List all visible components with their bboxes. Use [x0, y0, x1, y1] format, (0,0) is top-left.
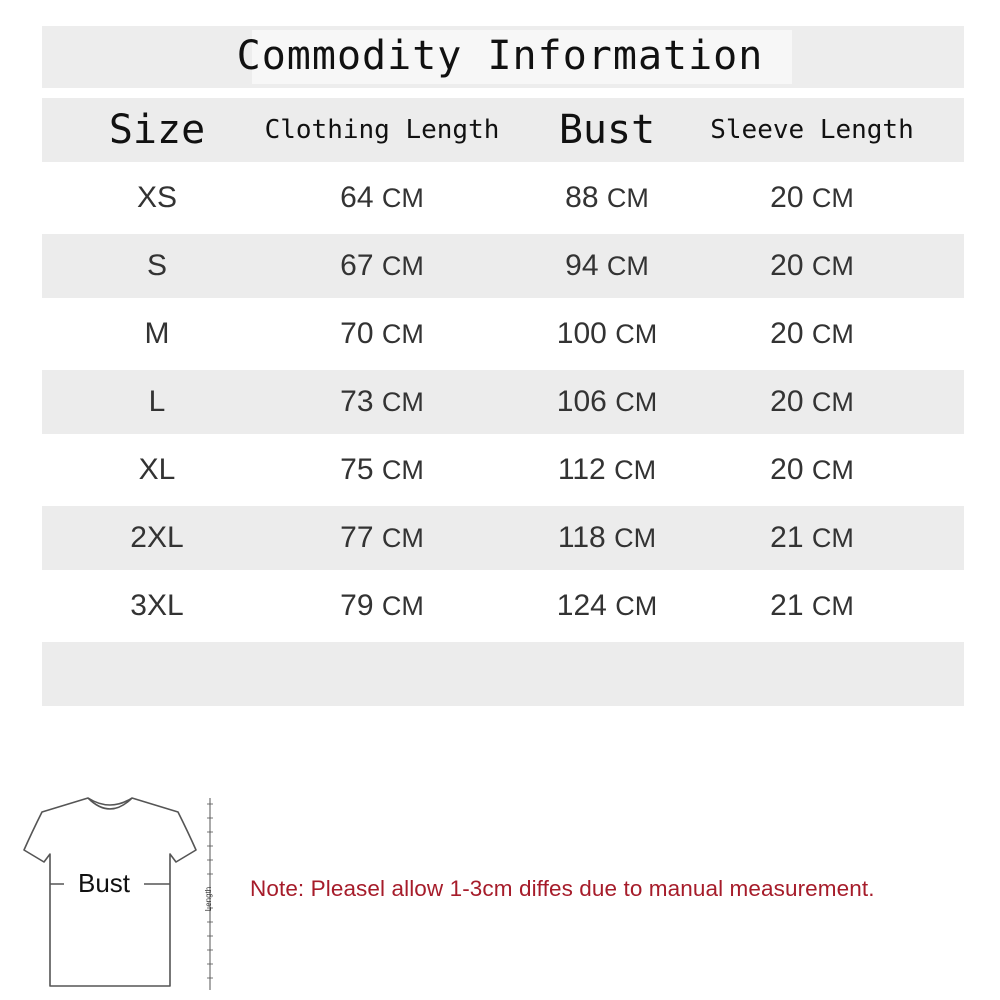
- bust-cell: 94 CM: [565, 249, 649, 282]
- bust-cell: 88 CM: [565, 181, 649, 214]
- bust-cell: 106 CM: [556, 385, 658, 418]
- sleeve-cell: 20 CM: [770, 317, 854, 350]
- sleeve-cell: 21 CM: [770, 589, 854, 622]
- length-cell: 79 CM: [340, 589, 424, 622]
- measurement-note: Note: Pleasel allow 1-3cm diffes due to manual measurement.: [250, 876, 875, 901]
- table-row: [42, 438, 964, 502]
- header-bust: Bust: [558, 107, 656, 153]
- length-cell: 77 CM: [340, 521, 424, 554]
- table-row: [42, 370, 964, 434]
- sleeve-cell: 20 CM: [770, 249, 854, 282]
- size-cell: M: [144, 317, 170, 350]
- length-label: Length: [204, 886, 213, 912]
- bust-label: Bust: [64, 868, 144, 899]
- length-cell: 64 CM: [340, 181, 424, 214]
- header-clothing-length: Clothing Length: [264, 115, 500, 145]
- empty-row: [42, 642, 964, 706]
- table-row: [42, 506, 964, 570]
- bust-cell: 118 CM: [557, 521, 657, 554]
- bust-cell: 100 CM: [556, 317, 658, 350]
- table-header: [42, 98, 964, 162]
- length-cell: 70 CM: [340, 317, 424, 350]
- table-row: [42, 574, 964, 638]
- sleeve-cell: 21 CM: [770, 521, 854, 554]
- page-title: Commodity Information: [236, 33, 764, 79]
- table-row: [42, 302, 964, 366]
- sleeve-cell: 20 CM: [770, 453, 854, 486]
- header-size: Size: [108, 107, 206, 153]
- bust-cell: 112 CM: [557, 453, 657, 486]
- size-cell: XS: [136, 181, 178, 214]
- header-sleeve-length: Sleeve Length: [710, 115, 914, 145]
- bust-cell: 124 CM: [556, 589, 658, 622]
- size-cell: 3XL: [130, 589, 184, 622]
- sleeve-cell: 20 CM: [770, 181, 854, 214]
- sleeve-cell: 20 CM: [770, 385, 854, 418]
- length-cell: 75 CM: [340, 453, 424, 486]
- size-cell: S: [146, 249, 167, 282]
- length-cell: 67 CM: [340, 249, 424, 282]
- size-cell: L: [148, 385, 166, 418]
- table-row: [42, 166, 964, 230]
- size-cell: 2XL: [130, 521, 184, 554]
- size-cell: XL: [138, 453, 176, 486]
- table-row: [42, 234, 964, 298]
- length-cell: 73 CM: [340, 385, 424, 418]
